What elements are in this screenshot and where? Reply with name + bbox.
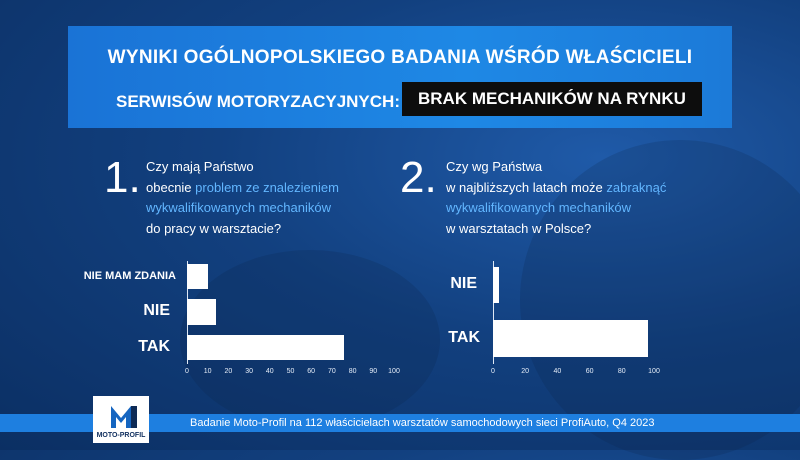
question-2-line1: Czy wg Państwa xyxy=(446,159,543,174)
chart-1-tick-label: 100 xyxy=(388,368,400,375)
question-1-number: 1. xyxy=(104,153,141,202)
chart-1-tick-label: 40 xyxy=(265,368,274,375)
chart-1-tick-label: 0 xyxy=(185,368,189,375)
title-panel xyxy=(68,26,732,128)
question-1-text xyxy=(146,157,339,239)
logo-mark-icon xyxy=(93,398,149,434)
question-1-line2 xyxy=(146,178,339,199)
logo-text: MOTO-PROFIL xyxy=(96,432,146,439)
chart-2-tick-label: 100 xyxy=(648,368,660,375)
chart-2-category-label: NIE xyxy=(450,275,477,293)
chart-1-bar xyxy=(187,264,208,289)
chart-2-tick-label: 80 xyxy=(617,368,626,375)
chart-1-tick-label: 30 xyxy=(245,368,253,375)
question-2-line2 xyxy=(446,178,666,199)
question-1-line1: Czy mają Państwo xyxy=(146,159,254,174)
chart-2-tick-label: 40 xyxy=(553,368,562,375)
chart-2-tick-label: 0 xyxy=(491,368,495,375)
question-1-line4: do pracy w warsztacie? xyxy=(146,220,282,236)
chart-1-tick-label: 70 xyxy=(327,368,336,375)
chart-1-tick-label: 60 xyxy=(307,368,316,375)
chart-1-category-label: TAK xyxy=(138,337,170,355)
question-2-number: 2. xyxy=(400,153,437,202)
question-2-text xyxy=(446,157,666,239)
chart-1-bar xyxy=(187,299,216,325)
chart-1-tick-label: 20 xyxy=(224,368,233,375)
footer-text: Badanie Moto-Profil na 112 właścicielach warsztatów samochodowych sieci ProfiAuto, Q4 2023 xyxy=(190,417,655,429)
title-highlight-box: BRAK MECHANIKÓW NA RYNKU xyxy=(402,82,702,116)
chart-1-tick-label: 90 xyxy=(369,368,378,375)
question-1-highlight: problem ze znalezieniem xyxy=(195,179,339,195)
chart-1-bar xyxy=(187,335,344,360)
chart-2-tick-label: 60 xyxy=(585,368,594,375)
question-2-line2-prefix: w najbliższych latach może xyxy=(446,179,607,195)
page-title: WYNIKI OGÓLNOPOLSKIEGO BADANIA WŚRÓD WŁAŚCICIELI xyxy=(107,47,693,68)
chart-2-category-label: TAK xyxy=(448,328,480,346)
moto-profil-logo xyxy=(93,396,149,443)
question-1-line2-prefix: obecnie xyxy=(146,179,196,195)
chart-1-tick-label: 80 xyxy=(348,368,357,375)
chart-1-category-label: NIE xyxy=(143,302,170,320)
chart-1-tick-label: 50 xyxy=(286,368,295,375)
question-2-line4: w warsztatach w Polsce? xyxy=(446,220,592,236)
page-subtitle: SERWISÓW MOTORYZACYJNYCH: xyxy=(116,92,400,111)
chart-2-tick-label: 20 xyxy=(521,368,530,375)
chart-2-bar xyxy=(493,267,499,303)
chart-2-bar xyxy=(493,320,648,357)
chart-1-tick-label: 10 xyxy=(203,368,212,375)
chart-1-category-label: NIE MAM ZDANIA xyxy=(83,269,176,282)
question-1-line3: wykwalifikowanych mechaników xyxy=(146,200,331,215)
question-2-highlight: zabraknąć xyxy=(606,179,667,195)
question-2-line3: wykwalifikowanych mechaników xyxy=(446,200,631,215)
